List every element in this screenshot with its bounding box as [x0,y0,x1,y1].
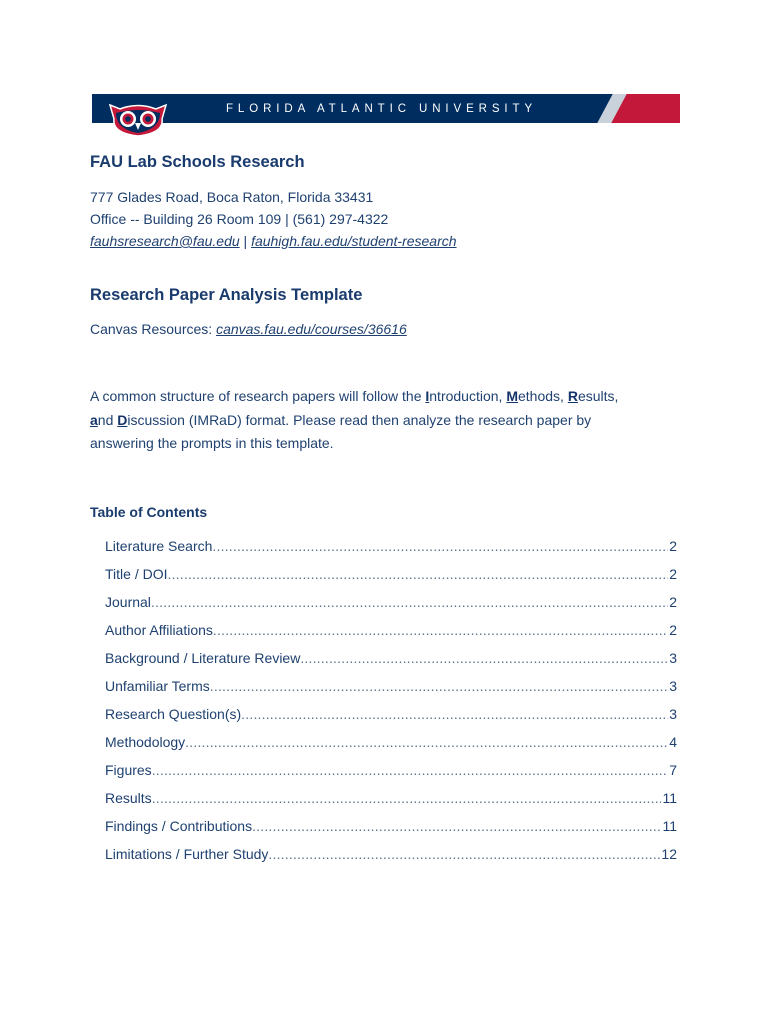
toc-entry-label: Methodology [105,734,186,750]
toc-dot-leader [213,622,668,638]
toc-entry-label: Results [105,790,152,806]
lab-contact-line [90,233,457,249]
toc-entry-page: 2 [669,622,677,638]
toc-entry-label: Journal [105,594,151,610]
fau-banner [92,94,680,123]
toc-entry[interactable] [105,734,677,762]
website-link[interactable]: fauhigh.fau.edu/student-research [251,233,457,249]
toc-dot-leader [151,594,668,610]
toc-entry-label: Research Question(s) [105,706,242,722]
toc-entry[interactable] [105,762,677,790]
toc-dot-leader [212,538,668,554]
toc-entry-label: Background / Literature Review [105,650,301,666]
lab-office: Office -- Building 26 Room 109 | (561) 297-4322 [90,211,389,227]
canvas-label: Canvas Resources: [90,321,213,337]
table-of-contents [105,538,677,874]
canvas-line [90,321,407,337]
lab-name: FAU Lab Schools Research [90,153,305,171]
template-title: Research Paper Analysis Template [90,286,363,304]
toc-entry-page: 3 [669,678,677,694]
toc-entry-page: 2 [669,594,677,610]
toc-dot-leader [268,846,660,862]
toc-entry[interactable] [105,650,677,678]
toc-entry-label: Title / DOI [105,566,168,582]
toc-dot-leader [168,566,669,582]
toc-entry-label: Limitations / Further Study [105,846,269,862]
toc-dot-leader [241,706,668,722]
banner-title: FLORIDA ATLANTIC UNIVERSITY [226,103,538,115]
canvas-link[interactable]: canvas.fau.edu/courses/36616 [216,321,407,337]
toc-entry[interactable] [105,818,677,846]
toc-entry-page: 7 [669,762,677,778]
toc-entry-page: 2 [669,566,677,582]
toc-entry[interactable] [105,566,677,594]
toc-dot-leader [152,790,662,806]
email-link[interactable]: fauhsresearch@fau.edu [90,233,240,249]
toc-dot-leader [252,818,661,834]
toc-entry[interactable] [105,678,677,706]
toc-entry[interactable] [105,622,677,650]
toc-entry-page: 11 [662,818,677,834]
toc-entry-label: Unfamiliar Terms [105,678,210,694]
toc-entry-page: 2 [669,538,677,554]
toc-entry[interactable] [105,706,677,734]
toc-heading: Table of Contents [90,504,208,520]
toc-dot-leader [300,650,668,666]
toc-entry-page: 3 [669,650,677,666]
intro-line-1: A common structure of research papers will follow the Introduction, Methods, Results, [90,388,619,404]
toc-entry[interactable] [105,538,677,566]
toc-entry-label: Author Affiliations [105,622,213,638]
toc-dot-leader [210,678,668,694]
toc-entry[interactable] [105,594,677,622]
toc-entry-page: 3 [669,706,677,722]
toc-entry[interactable] [105,846,677,874]
contact-separator: | [243,233,248,249]
lab-address: 777 Glades Road, Boca Raton, Florida 33431 [90,189,374,205]
owl-logo-icon [106,99,170,137]
toc-entry-page: 12 [661,846,677,862]
toc-dot-leader [185,734,668,750]
toc-entry-page: 11 [662,790,677,806]
toc-entry[interactable] [105,790,677,818]
toc-entry-label: Literature Search [105,538,213,554]
toc-dot-leader [152,762,669,778]
intro-line-3: answering the prompts in this template. [90,435,334,451]
toc-entry-label: Findings / Contributions [105,818,253,834]
banner-red-block [652,94,680,123]
toc-entry-label: Figures [105,762,152,778]
toc-entry-page: 4 [669,734,677,750]
intro-line-2: and Discussion (IMRaD) format. Please read then analyze the research paper by [90,412,592,428]
